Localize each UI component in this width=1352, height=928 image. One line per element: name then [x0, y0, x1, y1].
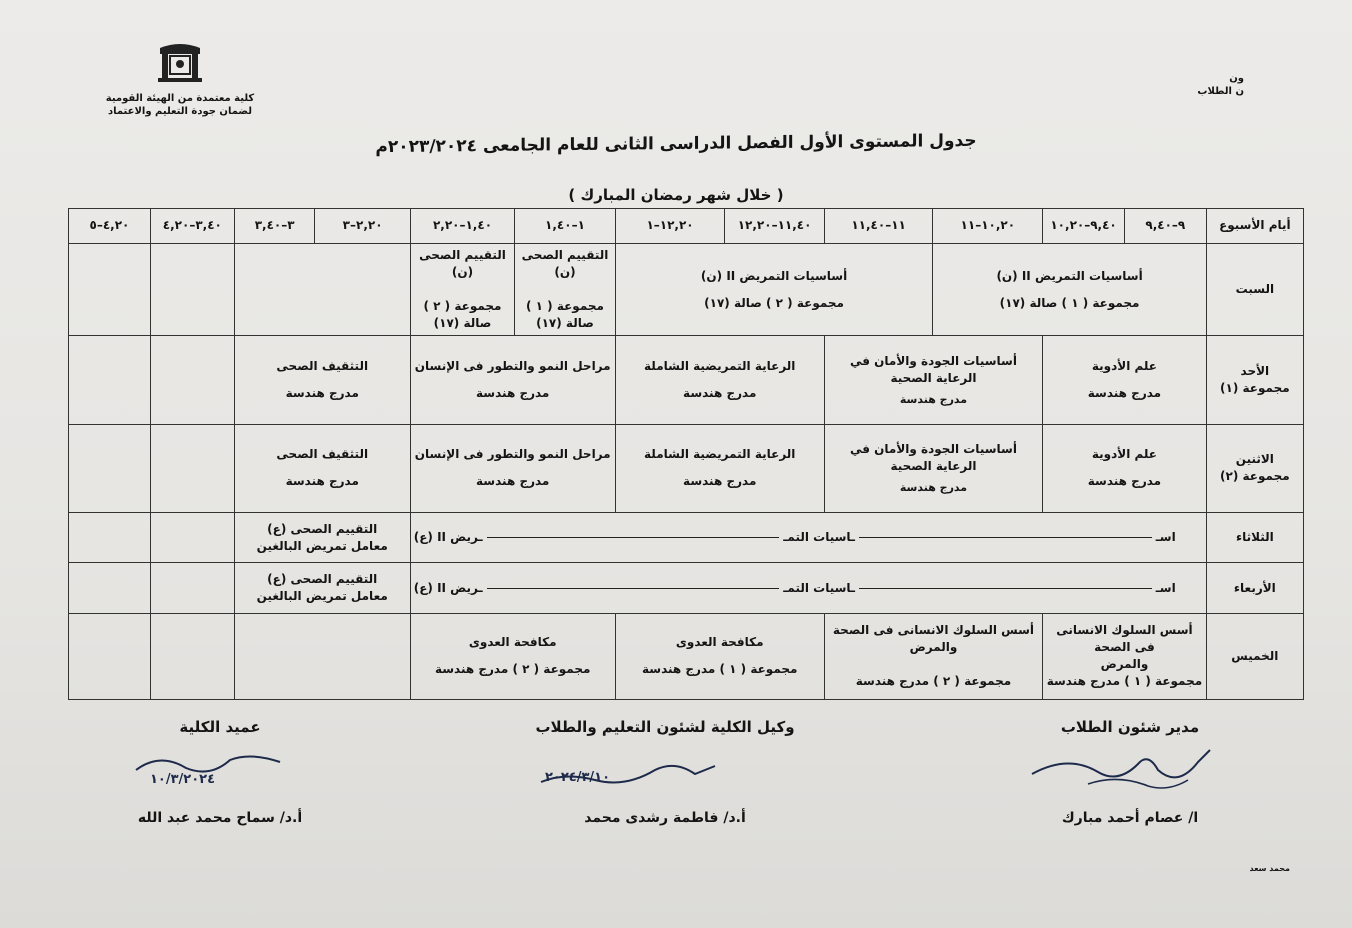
day-wednesday: الأربعاء [1206, 563, 1303, 613]
continuation-line [859, 588, 1152, 589]
course-title: أساسيات الجودة والأمان في [850, 353, 1017, 368]
class-cell [515, 243, 615, 335]
class-cell [615, 424, 824, 512]
empty-cell [150, 336, 234, 424]
empty-cell [150, 424, 234, 512]
class-cell [410, 336, 615, 424]
day-label: الاثنين [1235, 452, 1274, 467]
day-tuesday: الثلاثاء [1206, 513, 1303, 563]
course-title: علم الأدوية [1091, 447, 1157, 462]
course-title: أساسيات التمريض II (ن) [700, 268, 848, 283]
course-location: صالة (١٧) [536, 316, 594, 331]
course-location: مجموعة ( ١ ) مدرج هندسة [641, 662, 798, 677]
class-cell [410, 424, 615, 512]
corner-note-line-1: ون [1229, 73, 1244, 84]
course-title-part: ـريض II (ع) [413, 530, 483, 545]
course-location: مجموعة ( ٢ ) مدرج هندسة [434, 662, 591, 677]
course-group: مجموعة ( ٢ ) [423, 299, 502, 314]
course-location: مدرج هندسة [285, 386, 359, 401]
course-title-cont: والمرض [1100, 657, 1149, 672]
class-cell [933, 243, 1206, 335]
class-cell [1043, 424, 1207, 512]
class-cell [234, 424, 410, 512]
course-title: مراحل النمو والتطور فى الإنسان [414, 359, 611, 374]
time-slot: ٤,٢٠–٥ [69, 209, 151, 244]
course-title-part: ـاسيات التمـ [783, 530, 856, 545]
course-location: مدرج هندسة [476, 474, 550, 489]
footnote: محمد سعد [1249, 864, 1290, 873]
empty-cell [69, 563, 151, 613]
empty-cell [69, 424, 151, 512]
course-title: مكافحة العدوى [675, 635, 764, 650]
course-title: مكافحة العدوى [468, 635, 557, 650]
course-title: أساسيات الجودة والأمان في [850, 441, 1017, 456]
schedule-title: جدول المستوى الأول الفصل الدراسى الثانى للعام الجامعى ٢٠٢٣/٢٠٢٤م [375, 130, 977, 158]
day-saturday: السبت [1206, 243, 1303, 335]
course-title: مراحل النمو والتطور فى الإنسان [414, 447, 611, 462]
table-row [69, 336, 1304, 424]
empty-cell [69, 243, 151, 335]
dean-signature-date: ١٠/٣/٢٠٢٤ [150, 772, 216, 787]
class-cell [410, 613, 615, 699]
course-location: مدرج هندسة [1087, 474, 1162, 489]
class-cell [234, 336, 410, 424]
empty-cell [150, 613, 234, 699]
course-title-part: اسـ [1155, 580, 1176, 595]
empty-cell [69, 613, 151, 699]
day-group: مجموعة (٢) [1220, 469, 1290, 484]
course-title: التثقيف الصحى [276, 447, 369, 462]
time-slot: ٢,٢٠–٣ [315, 209, 410, 244]
time-slot: ١١–١١,٤٠ [824, 209, 933, 244]
course-title: التقييم الصحى (ع) [267, 572, 378, 586]
class-cell [824, 336, 1042, 424]
day-label: الأحد [1240, 364, 1270, 379]
signer-name: ا/ عصام أحمد مبارك [1061, 810, 1199, 826]
time-slot: ٩–٩,٤٠ [1124, 209, 1206, 244]
table-row [69, 563, 1304, 613]
course-title: أسس السلوك الانسانى فى الصحة والمرض [832, 623, 1035, 655]
course-location: مدرج هندسة [899, 480, 968, 494]
table-row [69, 613, 1304, 699]
course-location: مدرج هندسة [1087, 386, 1162, 401]
course-title: التقييم الصحى (ع) [267, 521, 378, 536]
time-slot: ٩,٤٠–١٠,٢٠ [1043, 209, 1125, 244]
empty-cell [234, 613, 410, 699]
class-cell [824, 613, 1042, 699]
college-logo-block [95, 42, 265, 118]
schedule-table [68, 208, 1304, 700]
signer-name: أ.د/ سماح محمد عبد الله [137, 810, 303, 826]
time-slot: ١,٤٠–٢,٢٠ [410, 209, 515, 244]
signer-name: أ.د/ فاطمة رشدى محمد [584, 810, 746, 826]
course-title: أسس السلوك الانسانى فى الصحة [1056, 623, 1193, 655]
course-title-part: ـريض II (ع) [413, 580, 483, 595]
course-title: أساسيات التمريض II (ن) [996, 268, 1143, 283]
empty-cell [234, 243, 410, 335]
signer-role: عميد الكلية [179, 718, 261, 736]
course-location: معامل تمريض البالغين [256, 589, 388, 603]
course-title: الرعاية التمريضية الشاملة [644, 359, 796, 374]
course-title: التثقيف الصحى [276, 359, 369, 374]
course-location: مدرج هندسة [285, 474, 359, 489]
day-monday [1206, 424, 1303, 512]
college-note-line-2: لضمان جودة التعليم والاعتماد [107, 106, 253, 117]
empty-cell [69, 513, 151, 563]
class-cell [234, 563, 410, 613]
course-location: مدرج هندسة [476, 386, 550, 401]
empty-cell [69, 336, 151, 424]
class-cell [615, 336, 824, 424]
class-cell [615, 243, 933, 335]
time-slot: ١٢,٢٠–١ [615, 209, 725, 244]
empty-cell [150, 243, 234, 335]
class-cell [410, 243, 515, 335]
table-row [69, 513, 1304, 563]
class-cell [1043, 336, 1207, 424]
continuation-line [487, 588, 780, 589]
day-sunday [1206, 336, 1303, 424]
time-slot: ١–١,٤٠ [515, 209, 615, 244]
class-cell [824, 424, 1042, 512]
course-location: مجموعة ( ٢ ) مدرج هندسة [855, 674, 1012, 689]
days-label: أيام الأسبوع [1206, 209, 1303, 244]
signer-role: وكيل الكلية لشئون التعليم والطلاب [535, 718, 795, 736]
course-title-part: ـاسيات التمـ [783, 580, 856, 595]
corner-note [1197, 72, 1244, 98]
vice-signature-date: ٢٠٢٤/٣/١٠ [545, 770, 611, 785]
day-group: مجموعة (١) [1220, 381, 1290, 396]
college-logo-icon [150, 42, 210, 84]
time-slot: ١٠,٢٠–١١ [933, 209, 1043, 244]
course-title-cont: الرعاية الصحية [890, 458, 977, 473]
table-row [69, 243, 1304, 335]
course-location: مدرج هندسة [683, 386, 757, 401]
class-cell [1043, 613, 1207, 699]
course-location: مدرج هندسة [899, 392, 968, 406]
college-note-line-1: كلية معتمدة من الهيئة القومية [105, 93, 255, 104]
course-title: علم الأدوية [1091, 359, 1157, 374]
empty-cell [150, 563, 234, 613]
course-location: مجموعة ( ١ ) صالة (١٧) [999, 295, 1140, 310]
course-title-cont: الرعاية الصحية [890, 370, 977, 385]
course-location: مجموعة ( ٢ ) صالة (١٧) [704, 295, 844, 310]
continuation-line [487, 537, 780, 538]
corner-note-line-2: ن الطلاب [1197, 86, 1244, 97]
empty-cell [150, 513, 234, 563]
class-cell [234, 513, 410, 563]
course-location: مدرج هندسة [683, 474, 757, 489]
table-row [69, 424, 1304, 512]
course-group: مجموعة ( ١ ) [525, 299, 604, 314]
course-title-part: اسـ [1155, 530, 1176, 545]
course-title: التقييم الصحى (ن) [521, 248, 609, 280]
course-title: الرعاية التمريضية الشاملة [644, 447, 796, 462]
time-slot: ١١,٤٠–١٢,٢٠ [725, 209, 824, 244]
time-slot: ٣–٣,٤٠ [234, 209, 315, 244]
long-class-cell [410, 513, 1206, 563]
continuation-line [859, 537, 1152, 538]
header-row [69, 209, 1304, 244]
schedule-subtitle: ( خلال شهر رمضان المبارك ) [568, 186, 784, 204]
signature-mark [1028, 744, 1218, 794]
time-slot: ٣,٤٠–٤,٢٠ [150, 209, 234, 244]
signer-role: مدير شئون الطلاب [1060, 718, 1200, 736]
class-cell [615, 613, 824, 699]
course-title: التقييم الصحى (ن) [419, 248, 506, 280]
long-class-cell [410, 563, 1206, 613]
course-location: صالة (١٧) [433, 316, 492, 331]
course-location: مجموعة ( ١ ) مدرج هندسة [1046, 674, 1203, 689]
day-thursday: الخميس [1206, 613, 1303, 699]
course-location: معامل تمريض البالغين [256, 538, 388, 553]
